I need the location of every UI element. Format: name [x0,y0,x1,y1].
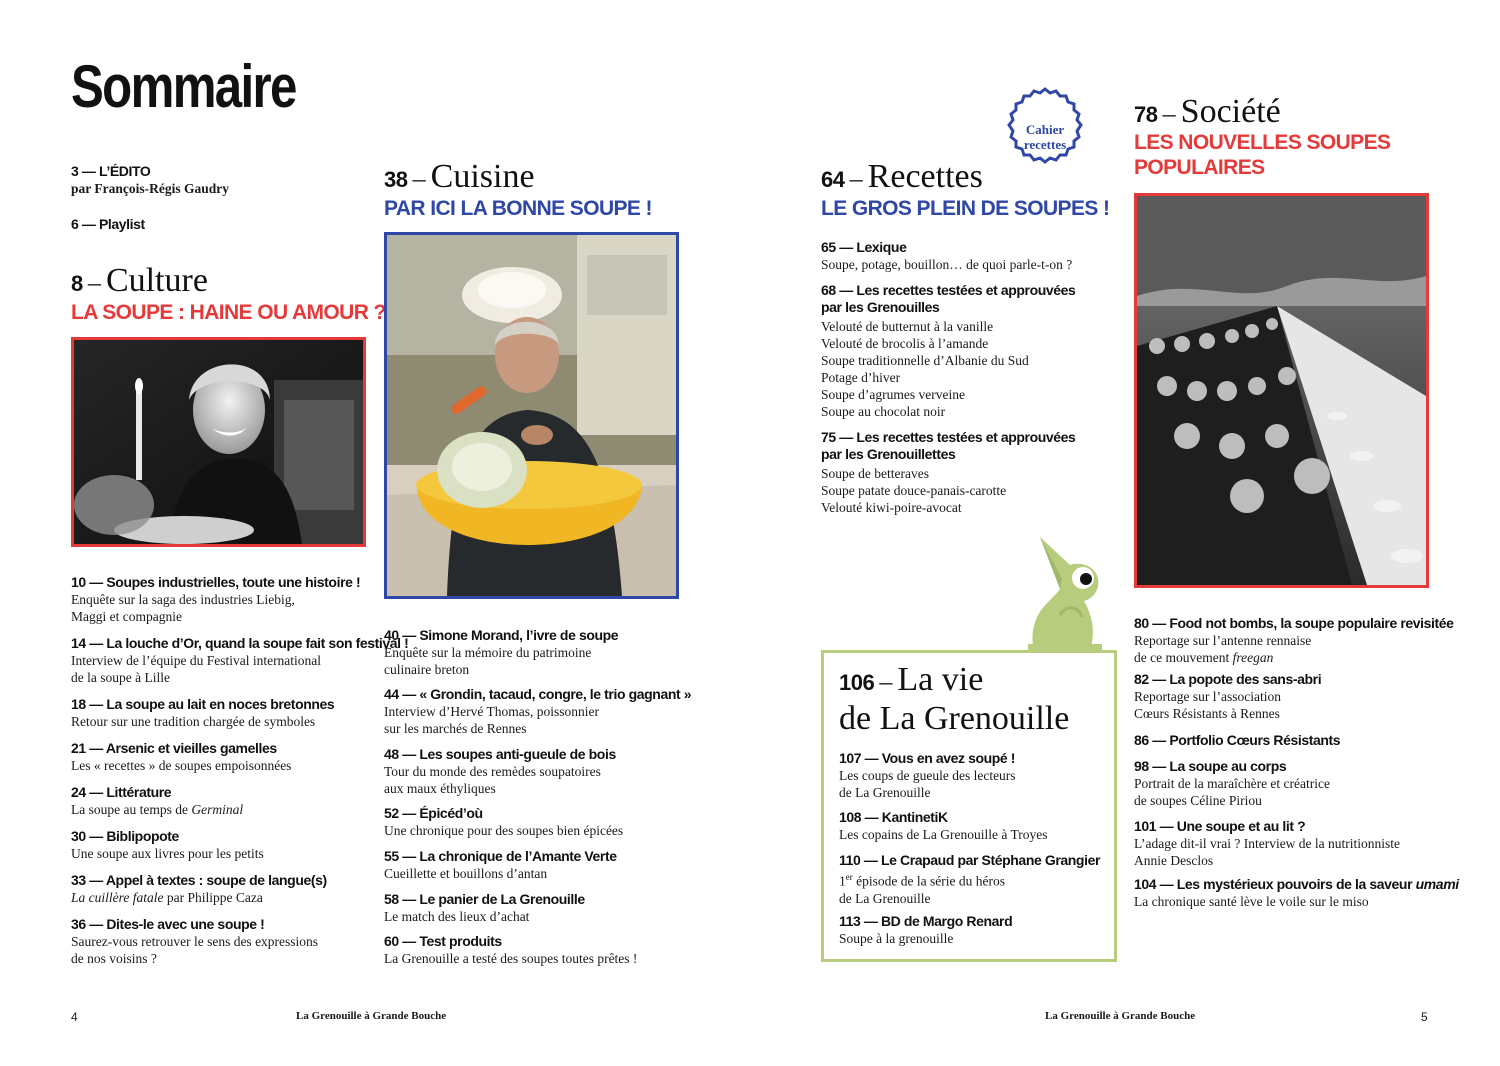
entry-desc [71,889,327,906]
recipe-item: Soupe de betteraves [821,466,929,481]
section-name: Culture [105,262,208,299]
toc-entry-82[interactable] [1134,671,1321,722]
badge-line-1: Cahier [1025,122,1065,137]
toc-entry-80[interactable] [1134,615,1454,666]
entry-title: 21 — Arsenic et vieilles gamelles [71,740,277,756]
entry-desc: Retour sur une tradition chargée de symboles [71,714,316,729]
toc-entry-44[interactable] [384,686,691,737]
section-heading-cuisine [384,158,535,196]
subtitle-line-2: POPULAIRES [1134,156,1265,179]
toc-entry-55[interactable] [384,848,617,882]
entry-desc: Les coups de gueule des lecteurs [839,768,1016,783]
entry-title: 6 — Playlist [71,216,145,232]
recipe-item: Velouté de butternut à la vanille [821,319,994,334]
recipe-item: Velouté kiwi-poire-avocat [821,500,962,515]
subtitle-line-1: LES NOUVELLES SOUPES [1134,131,1391,154]
toc-entry-10[interactable] [71,574,360,625]
entry-title: 65 — Lexique [821,239,907,255]
entry-desc-italic: La cuillère fatale [71,890,164,905]
entry-title: 3 — L’ÉDITO [71,163,151,179]
entry-desc: Reportage sur l’association [1134,689,1281,704]
entry-desc: Interview de l’équipe du Festival international [71,653,322,668]
section-heading-societe [1134,93,1281,131]
recipe-item: Soupe au chocolat noir [821,404,946,419]
page-title: Sommaire [71,53,296,120]
toc-entry-107[interactable] [839,750,1016,801]
toc-entry-21[interactable] [71,740,291,774]
entry-desc: Une soupe aux livres pour les petits [71,846,264,861]
entry-title: 40 — Simone Morand, l’ivre de soupe [384,627,619,643]
entry-title: 60 — Test produits [384,933,502,949]
entry-title-text: 104 — Les mystérieux pouvoirs de la saveur [1134,876,1416,892]
entry-title: 30 — Biblipopote [71,828,179,844]
section-number: 78 [1134,102,1158,127]
toc-entry-98[interactable] [1134,758,1330,809]
toc-entry-113[interactable] [839,913,1012,947]
section-number: 106 [839,670,875,695]
section-name-line2: de La Grenouille [839,700,1070,737]
entry-title: 58 — Le panier de La Grenouille [384,891,585,907]
entry-desc: Cœurs Résistants à Rennes [1134,706,1280,721]
entry-title: 33 — Appel à textes : soupe de langue(s) [71,872,327,888]
section-heading-recettes [821,158,983,196]
entry-title: 107 — Vous en avez soupé ! [839,750,1016,766]
entry-title: 10 — Soupes industrielles, toute une histoire ! [71,574,361,590]
magazine-name-right: La Grenouille à Grande Bouche [1045,1010,1196,1022]
recipe-item: Soupe patate douce-panais-carotte [821,483,1007,498]
magazine-name-left: La Grenouille à Grande Bouche [296,1010,447,1022]
entry-desc: de La Grenouille [839,785,931,800]
entry-title: 101 — Une soupe et au lit ? [1134,818,1306,834]
recipe-item: Soupe d’agrumes verveine [821,387,965,402]
entry-title: 113 — BD de Margo Renard [839,913,1013,929]
section-dash: – [879,667,893,696]
section-name: Recettes [867,158,983,195]
entry-desc-text: La soupe au temps de [71,802,192,817]
entry-desc: Reportage sur l’antenne rennaise [1134,633,1312,648]
toc-entry-40[interactable] [384,627,618,678]
section-subtitle-cuisine: PAR ICI LA BONNE SOUPE ! [384,197,652,220]
entry-desc: de la soupe à Lille [71,670,170,685]
toc-entry-24[interactable] [71,784,243,818]
entry-title: 18 — La soupe au lait en noces bretonnes [71,696,335,712]
entry-title: 98 — La soupe au corps [1134,758,1287,774]
badge-label [1003,122,1087,152]
entry-desc: Les « recettes » de soupes empoisonnées [71,758,292,773]
toc-entry-60[interactable] [384,933,637,967]
toc-entry-edito[interactable] [71,163,229,197]
entry-title [1134,876,1459,893]
section-number: 64 [821,167,845,192]
section-number: 8 [71,271,83,296]
entry-desc: par François-Régis Gaudry [71,181,229,196]
entry-title: 48 — Les soupes anti-gueule de bois [384,746,616,762]
entry-desc: Les copains de La Grenouille à Troyes [839,827,1048,842]
toc-entry-65[interactable] [821,239,1072,273]
toc-entry-48[interactable] [384,746,616,797]
entry-title: 14 — La louche d’Or, quand la soupe fait son festival ! [71,635,409,651]
toc-entry-75[interactable] [821,429,1075,516]
entry-title: 110 — Le Crapaud par Stéphane Grangier [839,852,1100,868]
entry-title: 44 — « Grondin, tacaud, congre, le trio gagnant » [384,686,692,702]
entry-desc: de La Grenouille [839,890,931,906]
section-name: La vie [897,661,984,698]
entry-desc: Tour du monde des remèdes soupatoires [384,764,601,779]
recipe-item: Velouté de brocolis à l’amande [821,336,989,351]
section-dash: – [87,268,101,297]
entry-desc: sur les marchés de Rennes [384,721,527,736]
entry-title: 55 — La chronique de l’Amante Verte [384,848,617,864]
entry-desc: Soupe à la grenouille [839,931,954,946]
entry-desc: Cueillette et bouillons d’antan [384,866,548,881]
entry-desc: de nos voisins ? [71,951,157,966]
entry-desc: Saurez-vous retrouver le sens des expressions [71,934,319,949]
entry-desc: Une chronique pour des soupes bien épicées [384,823,624,838]
entry-desc: Annie Desclos [1134,853,1214,868]
entry-desc-italic: Germinal [191,802,244,817]
entry-title: 24 — Littérature [71,784,172,800]
entry-desc: Maggi et compagnie [71,609,182,624]
entry-desc: Portrait de la maraîchère et créatrice [1134,776,1331,791]
toc-entry-110[interactable] [839,852,1100,907]
toc-entry-86[interactable] [1134,732,1340,749]
section-dash: – [412,164,426,193]
recipe-item: Soupe traditionnelle d’Albanie du Sud [821,353,1029,368]
entry-title: 75 — Les recettes testées et approuvées [821,429,1076,445]
toc-entry-14[interactable] [71,635,408,686]
entry-desc [71,801,243,818]
entry-desc-text: 1 [839,873,846,889]
section-number: 38 [384,167,408,192]
entry-title: 86 — Portfolio Cœurs Résistants [1134,732,1341,748]
toc-entry-30[interactable] [71,828,264,862]
toc-entry-68[interactable] [821,282,1075,420]
entry-desc: Le match des lieux d’achat [384,909,530,924]
entry-title: par les Grenouillettes [821,446,956,462]
toc-entry-36[interactable] [71,916,318,967]
entry-title: 52 — Épicéd’où [384,805,483,821]
entry-desc: aux maux éthyliques [384,781,496,796]
frog-mascot-icon [1020,535,1110,655]
section-subtitle-recettes: LE GROS PLEIN DE SOUPES ! [821,197,1110,220]
photo-long-table-gathering [1134,193,1429,588]
toc-entry-52[interactable] [384,805,623,839]
entry-desc: Interview d’Hervé Thomas, poissonnier [384,704,599,719]
entry-desc: La Grenouille a testé des soupes toutes prêtes ! [384,951,638,966]
toc-entry-33[interactable] [71,872,327,906]
section-heading-culture [71,262,208,300]
badge-line-2: recettes [1023,137,1067,152]
entry-desc: Soupe, potage, bouillon… de quoi parle-t-on ? [821,257,1073,272]
entry-desc-sup: er [845,872,853,882]
section-subtitle-culture: LA SOUPE : HAINE OU AMOUR ? [71,301,386,324]
entry-desc-text: par Philippe Caza [163,890,263,905]
toc-entry-58[interactable] [384,891,585,925]
toc-entry-101[interactable] [1134,818,1400,869]
entry-desc-text: de ce mouvement [1134,650,1233,665]
section-dash: – [849,164,863,193]
entry-title: 108 — KantinetiK [839,809,948,825]
entry-desc: La chronique santé lève le voile sur le miso [1134,894,1369,909]
entry-desc [839,869,1100,890]
section-heading-vie [839,663,1069,736]
toc-entry-108[interactable] [839,809,1047,843]
entry-desc: Enquête sur la saga des industries Liebig, [71,592,295,607]
entry-desc: L’adage dit-il vrai ? Interview de la nutritionniste [1134,836,1401,851]
entry-title: 82 — La popote des sans-abri [1134,671,1322,687]
entry-desc [1134,649,1454,666]
section-dash: – [1162,99,1176,128]
toc-entry-playlist[interactable] [71,216,145,233]
entry-desc-italic: freegan [1232,650,1274,665]
entry-desc: Enquête sur la mémoire du patrimoine [384,645,592,660]
photo-breton-woman-cooking [384,232,679,599]
photo-woman-eating-soup [71,337,366,547]
entry-desc: culinaire breton [384,662,470,677]
recipe-item: Potage d’hiver [821,370,901,385]
entry-title: 80 — Food not bombs, la soupe populaire revisitée [1134,615,1454,631]
section-name: Cuisine [430,158,535,195]
page-number-left: 4 [71,1010,78,1024]
toc-entry-104[interactable] [1134,876,1459,910]
toc-entry-18[interactable] [71,696,334,730]
entry-desc-text: épisode de la série du héros [852,873,1005,889]
section-subtitle-societe [1134,130,1390,180]
entry-title-italic: umami [1415,876,1459,892]
section-name: Société [1180,93,1281,130]
page-number-right: 5 [1421,1010,1428,1024]
entry-title: 68 — Les recettes testées et approuvées [821,282,1076,298]
entry-title: par les Grenouilles [821,299,940,315]
entry-desc: de soupes Céline Piriou [1134,793,1262,808]
entry-title: 36 — Dites-le avec une soupe ! [71,916,265,932]
